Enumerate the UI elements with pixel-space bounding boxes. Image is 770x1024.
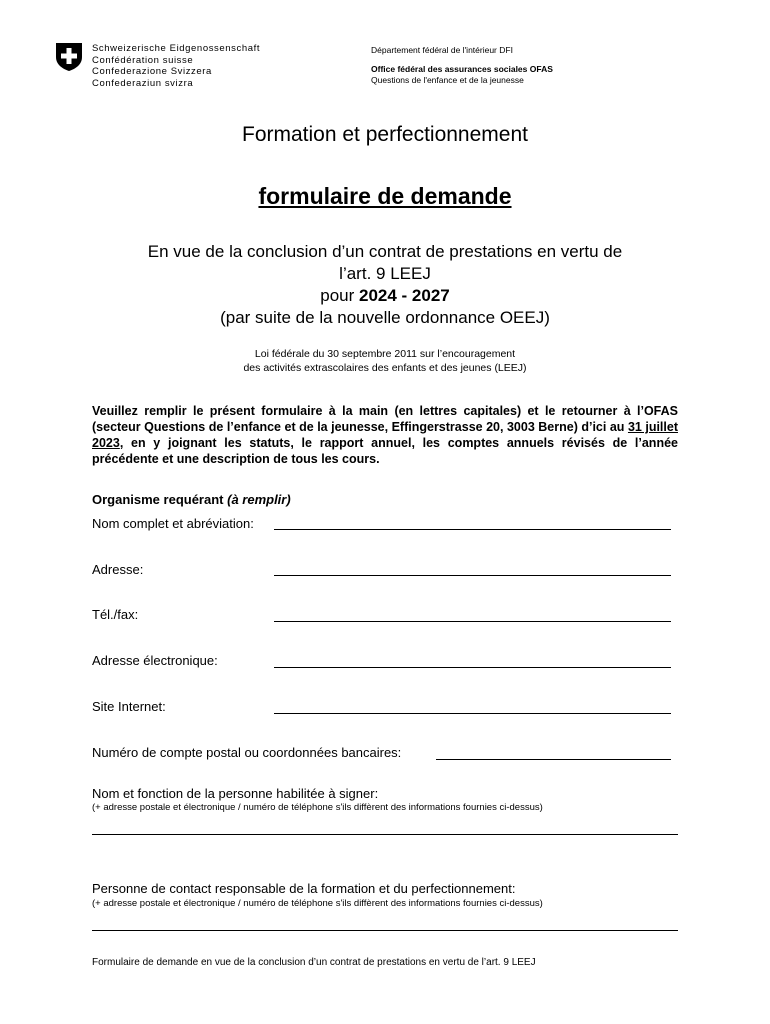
law-reference — [0, 347, 770, 375]
signatory-note: (+ adresse postale et électronique / numéro de téléphone s'ils diffèrent des informations fournies ci-dessus) — [92, 802, 543, 813]
swiss-crest-icon — [55, 42, 83, 72]
field-line-website[interactable] — [274, 713, 671, 714]
field-line-phone[interactable] — [274, 621, 671, 622]
page-footer: Formulaire de demande en vue de la conclusion d’un contrat de prestations en vertu de l’art. 9 LEEJ — [92, 957, 536, 968]
field-line-email[interactable] — [274, 667, 671, 668]
law-line2: des activités extrascolaires des enfants et des jeunes (LEEJ) — [243, 362, 527, 374]
subtitle-line4: (par suite de la nouvelle ordonnance OEEJ) — [220, 308, 550, 327]
contact-note: (+ adresse postale et électronique / numéro de téléphone s'ils diffèrent des informations fournies ci-dessus) — [92, 898, 543, 909]
department-name: Département fédéral de l'intérieur DFI — [371, 45, 513, 55]
section-title-note: (à remplir) — [227, 492, 291, 507]
field-label-name: Nom complet et abréviation: — [92, 516, 254, 531]
law-line1: Loi fédérale du 30 septembre 2011 sur l’encouragement — [254, 348, 516, 360]
field-line-bank[interactable] — [436, 759, 671, 760]
conf-name-fr: Confédération suisse — [92, 54, 194, 66]
confederation-names — [92, 43, 260, 89]
contact-label: Personne de contact responsable de la formation et du perfectionnement: — [92, 881, 516, 896]
field-label-address: Adresse: — [92, 562, 144, 577]
field-label-website: Site Internet: — [92, 699, 166, 714]
department-block — [371, 45, 553, 86]
signatory-line[interactable] — [92, 834, 678, 835]
subtitle-line1: En vue de la conclusion d’un contrat de prestations en vertu de — [147, 242, 623, 261]
field-label-email: Adresse électronique: — [92, 653, 218, 668]
field-line-name[interactable] — [274, 529, 671, 530]
deadline-date: 31 juillet 2023 — [92, 420, 678, 450]
instructions-paragraph — [92, 403, 678, 467]
field-label-phone: Tél./fax: — [92, 607, 139, 622]
office-name: Office fédéral des assurances sociales OFAS — [371, 64, 553, 74]
subtitle-pour: pour — [320, 286, 359, 305]
section-title — [92, 492, 291, 507]
subtitle-years: 2024 - 2027 — [359, 286, 450, 305]
section-title-text: Organisme requérant — [92, 492, 228, 507]
contact-line[interactable] — [92, 930, 678, 931]
instructions-part2: , en y joignant les statuts, le rapport annuel, les comptes annuels révisés de l’année précédente et une description de tous les cours. — [92, 436, 678, 466]
section-name: Questions de l'enfance et de la jeunesse — [371, 75, 524, 85]
signatory-label: Nom et fonction de la personne habilitée à signer: — [92, 786, 379, 801]
instructions-part1: Veuillez remplir le présent formulaire à la main (en lettres capitales) et le retourner à l’OFAS (secteur Questions de l’enfance et de la jeunesse, Effingerstrasse 20, 3003 Berne) d’ici au — [92, 404, 678, 434]
form-title: formulaire de demande — [258, 183, 512, 209]
subtitle-line2: l’art. 9 LEEJ — [339, 264, 431, 283]
subtitle-block — [0, 241, 770, 329]
field-label-bank: Numéro de compte postal ou coordonnées bancaires: — [92, 745, 402, 760]
main-title: Formation et perfectionnement — [242, 123, 528, 146]
conf-name-de: Schweizerische Eidgenossenschaft — [92, 43, 261, 54]
field-line-address[interactable] — [274, 575, 671, 576]
subtitle-line3 — [0, 285, 770, 307]
conf-name-it: Confederazione Svizzera — [92, 66, 212, 77]
conf-name-rm: Confederaziun svizra — [92, 77, 194, 89]
